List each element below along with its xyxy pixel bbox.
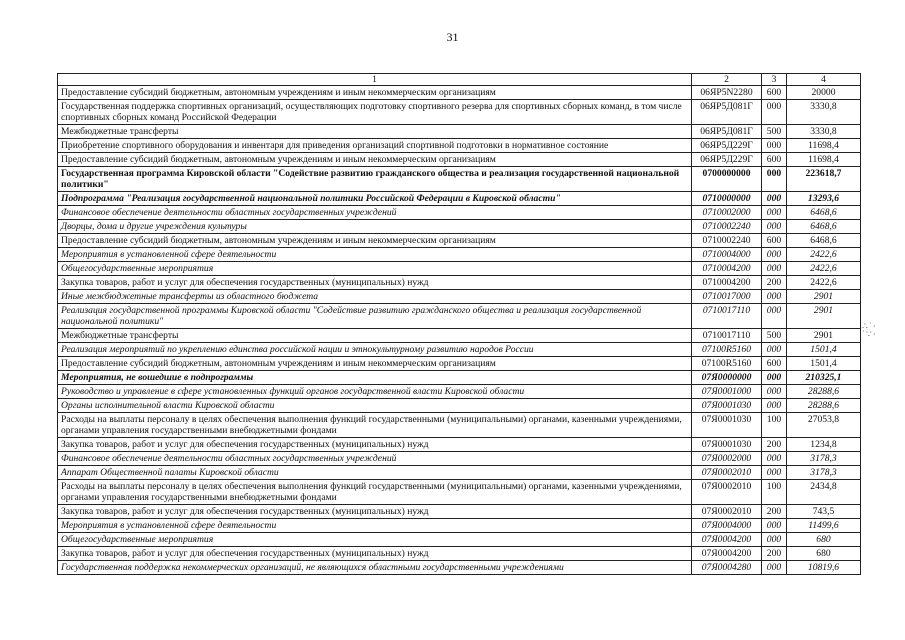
table-row	[58, 304, 861, 329]
cell-code: 07Я0002010	[692, 466, 762, 480]
cell-type: 000	[762, 262, 787, 276]
cell-sum: 6468,6	[787, 234, 861, 248]
cell-name: Общегосударственные мероприятия	[58, 533, 692, 547]
table-row	[58, 438, 861, 452]
cell-code: 0710004200	[692, 262, 762, 276]
cell-sum: 20000	[787, 86, 861, 100]
cell-code: 07Я0002010	[692, 505, 762, 519]
cell-name: Предоставление субсидий бюджетным, автономным учреждениям и иным некоммерческим организациям	[58, 357, 692, 371]
table-row	[58, 561, 861, 575]
cell-sum: 3178,3	[787, 466, 861, 480]
cell-name: Иные межбюджетные трансферты из областного бюджета	[58, 290, 692, 304]
cell-type: 600	[762, 86, 787, 100]
header-col-name: 1	[58, 74, 692, 86]
cell-name: Государственная программа Кировской области "Содействие развитию гражданского общества и реализация государственной национальной политики"	[58, 167, 692, 192]
cell-name: Финансовое обеспечение деятельности областных государственных учреждений	[58, 206, 692, 220]
table-row	[58, 533, 861, 547]
cell-name: Органы исполнительной власти Кировской области	[58, 399, 692, 413]
cell-sum: 11499,6	[787, 519, 861, 533]
cell-code: 0710002240	[692, 234, 762, 248]
cell-code: 07100R5160	[692, 357, 762, 371]
cell-code: 0710017110	[692, 329, 762, 343]
cell-name: Межбюджетные трансферты	[58, 329, 692, 343]
cell-type: 600	[762, 234, 787, 248]
cell-code: 0710004200	[692, 276, 762, 290]
cell-code: 07Я0002000	[692, 452, 762, 466]
table-row	[58, 234, 861, 248]
cell-type: 000	[762, 220, 787, 234]
table-row	[58, 519, 861, 533]
table-row	[58, 466, 861, 480]
cell-type: 600	[762, 153, 787, 167]
table-row	[58, 100, 861, 125]
table-row	[58, 206, 861, 220]
cell-sum: 2422,6	[787, 248, 861, 262]
cell-name: Общегосударственные мероприятия	[58, 262, 692, 276]
cell-type: 200	[762, 505, 787, 519]
cell-sum: 28288,6	[787, 399, 861, 413]
cell-name: Подпрограмма "Реализация государственной национальной политики Российской Федерации в Кировской области"	[58, 192, 692, 206]
cell-name: Дворцы, дома и другие учреждения культуры	[58, 220, 692, 234]
cell-sum: 680	[787, 547, 861, 561]
cell-type: 000	[762, 192, 787, 206]
cell-sum: 6468,6	[787, 220, 861, 234]
cell-code: 07Я0004000	[692, 519, 762, 533]
cell-name: Руководство и управление в сфере установленных функций органов государственной власти Кировской области	[58, 385, 692, 399]
cell-name: Закупка товаров, работ и услуг для обеспечения государственных (муниципальных) нужд	[58, 438, 692, 452]
cell-sum: 1501,4	[787, 357, 861, 371]
cell-sum: 210325,1	[787, 371, 861, 385]
table-row	[58, 343, 861, 357]
cell-name: Закупка товаров, работ и услуг для обеспечения государственных (муниципальных) нужд	[58, 547, 692, 561]
cell-code: 0710017110	[692, 304, 762, 329]
cell-code: 0700000000	[692, 167, 762, 192]
table-row	[58, 220, 861, 234]
cell-name: Межбюджетные трансферты	[58, 125, 692, 139]
cell-type: 000	[762, 290, 787, 304]
cell-code: 06ЯР5Д081Г	[692, 125, 762, 139]
cell-type: 000	[762, 100, 787, 125]
cell-sum: 28288,6	[787, 385, 861, 399]
table-row	[58, 329, 861, 343]
cell-type: 000	[762, 139, 787, 153]
cell-sum: 3330,8	[787, 100, 861, 125]
table-row	[58, 357, 861, 371]
cell-sum: 11698,4	[787, 139, 861, 153]
cell-code: 07Я0004280	[692, 561, 762, 575]
cell-sum: 743,5	[787, 505, 861, 519]
cell-name: Реализация государственной программы Кировской области "Содействие развитию гражданского общества и реализация государственной национальной политики"	[58, 304, 692, 329]
cell-code: 07Я0004200	[692, 533, 762, 547]
cell-type: 100	[762, 480, 787, 505]
cell-name: Мероприятия в установленной сфере деятельности	[58, 519, 692, 533]
header-col-sum: 4	[787, 74, 861, 86]
scan-smudge: ∴˙· ˙∵·	[862, 321, 877, 339]
cell-name: Мероприятия, не вошедшие в подпрограммы	[58, 371, 692, 385]
cell-code: 0710000000	[692, 192, 762, 206]
cell-sum: 1501,4	[787, 343, 861, 357]
table-row	[58, 153, 861, 167]
cell-code: 07Я0001030	[692, 438, 762, 452]
budget-table	[57, 73, 861, 575]
cell-type: 000	[762, 561, 787, 575]
table-row	[58, 290, 861, 304]
cell-code: 06ЯР5Д081Г	[692, 100, 762, 125]
page-number: 31	[446, 30, 459, 44]
cell-sum: 2901	[787, 304, 861, 329]
cell-type: 500	[762, 125, 787, 139]
cell-type: 000	[762, 248, 787, 262]
table-row	[58, 399, 861, 413]
cell-sum: 2422,6	[787, 262, 861, 276]
cell-type: 000	[762, 466, 787, 480]
cell-sum: 6468,6	[787, 206, 861, 220]
header-col-type: 3	[762, 74, 787, 86]
cell-type: 000	[762, 452, 787, 466]
cell-code: 0710002240	[692, 220, 762, 234]
cell-code: 07Я0004200	[692, 547, 762, 561]
table-row	[58, 262, 861, 276]
header-col-code: 2	[692, 74, 762, 86]
table-row	[58, 248, 861, 262]
table-row	[58, 167, 861, 192]
cell-type: 000	[762, 343, 787, 357]
table-row	[58, 505, 861, 519]
table-row	[58, 413, 861, 438]
cell-name: Мероприятия в установленной сфере деятельности	[58, 248, 692, 262]
cell-sum: 11698,4	[787, 153, 861, 167]
cell-name: Государственная поддержка некоммерческих организаций, не являющихся областными государственными учреждениями	[58, 561, 692, 575]
cell-sum: 1234,8	[787, 438, 861, 452]
table-row	[58, 452, 861, 466]
cell-code: 06ЯР5N2280	[692, 86, 762, 100]
cell-type: 000	[762, 167, 787, 192]
table-row	[58, 385, 861, 399]
cell-name: Реализация мероприятий по укреплению единства российской нации и этнокультурному развитию народов России	[58, 343, 692, 357]
cell-code: 07Я0002010	[692, 480, 762, 505]
cell-type: 000	[762, 399, 787, 413]
cell-type: 200	[762, 276, 787, 290]
cell-type: 000	[762, 519, 787, 533]
cell-code: 0710017000	[692, 290, 762, 304]
cell-code: 07Я0001030	[692, 399, 762, 413]
table-row	[58, 371, 861, 385]
cell-code: 06ЯР5Д229Г	[692, 153, 762, 167]
table-row	[58, 276, 861, 290]
cell-name: Предоставление субсидий бюджетным, автономным учреждениям и иным некоммерческим организациям	[58, 234, 692, 248]
table-body	[58, 86, 861, 575]
cell-name: Государственная поддержка спортивных организаций, осуществляющих подготовку спортивного резерва для спортивных сборных команд, в том числе спортивных сборных команд Российской Федерации	[58, 100, 692, 125]
cell-type: 000	[762, 533, 787, 547]
cell-type: 000	[762, 206, 787, 220]
table-row	[58, 547, 861, 561]
cell-sum: 2422,6	[787, 276, 861, 290]
table-row	[58, 192, 861, 206]
cell-sum: 680	[787, 533, 861, 547]
cell-sum: 10819,6	[787, 561, 861, 575]
table-row	[58, 480, 861, 505]
cell-type: 500	[762, 329, 787, 343]
table-row	[58, 139, 861, 153]
cell-code: 07Я0001030	[692, 413, 762, 438]
cell-type: 200	[762, 438, 787, 452]
cell-code: 07Я0001000	[692, 385, 762, 399]
cell-type: 100	[762, 413, 787, 438]
cell-name: Закупка товаров, работ и услуг для обеспечения государственных (муниципальных) нужд	[58, 276, 692, 290]
cell-name: Приобретение спортивного оборудования и инвентаря для приведения организаций спортивной подготовки в нормативное состояние	[58, 139, 692, 153]
cell-sum: 13293,6	[787, 192, 861, 206]
cell-code: 06ЯР5Д229Г	[692, 139, 762, 153]
cell-type: 600	[762, 357, 787, 371]
cell-code: 0710002000	[692, 206, 762, 220]
cell-type: 000	[762, 304, 787, 329]
cell-name: Финансовое обеспечение деятельности областных государственных учреждений	[58, 452, 692, 466]
cell-sum: 223618,7	[787, 167, 861, 192]
cell-code: 07Я0000000	[692, 371, 762, 385]
cell-name: Предоставление субсидий бюджетным, автономным учреждениям и иным некоммерческим организациям	[58, 153, 692, 167]
cell-sum: 3178,3	[787, 452, 861, 466]
cell-sum: 2901	[787, 329, 861, 343]
cell-type: 200	[762, 547, 787, 561]
cell-sum: 3330,8	[787, 125, 861, 139]
cell-sum: 2434,8	[787, 480, 861, 505]
cell-type: 000	[762, 385, 787, 399]
cell-code: 0710004000	[692, 248, 762, 262]
cell-name: Аппарат Общественной палаты Кировской области	[58, 466, 692, 480]
cell-name: Расходы на выплаты персоналу в целях обеспечения выполнения функций государственными (муниципальными) органами, казенными учреждениями, органами управления государственными внебюджетными фондами	[58, 413, 692, 438]
cell-name: Расходы на выплаты персоналу в целях обеспечения выполнения функций государственными (муниципальными) органами, казенными учреждениями, органами управления государственными внебюджетными фондами	[58, 480, 692, 505]
cell-name: Закупка товаров, работ и услуг для обеспечения государственных (муниципальных) нужд	[58, 505, 692, 519]
table-row	[58, 125, 861, 139]
cell-sum: 2901	[787, 290, 861, 304]
table-row	[58, 86, 861, 100]
cell-sum: 27053,8	[787, 413, 861, 438]
header-row	[58, 74, 861, 86]
cell-type: 000	[762, 371, 787, 385]
cell-code: 07100R5160	[692, 343, 762, 357]
cell-name: Предоставление субсидий бюджетным, автономным учреждениям и иным некоммерческим организациям	[58, 86, 692, 100]
